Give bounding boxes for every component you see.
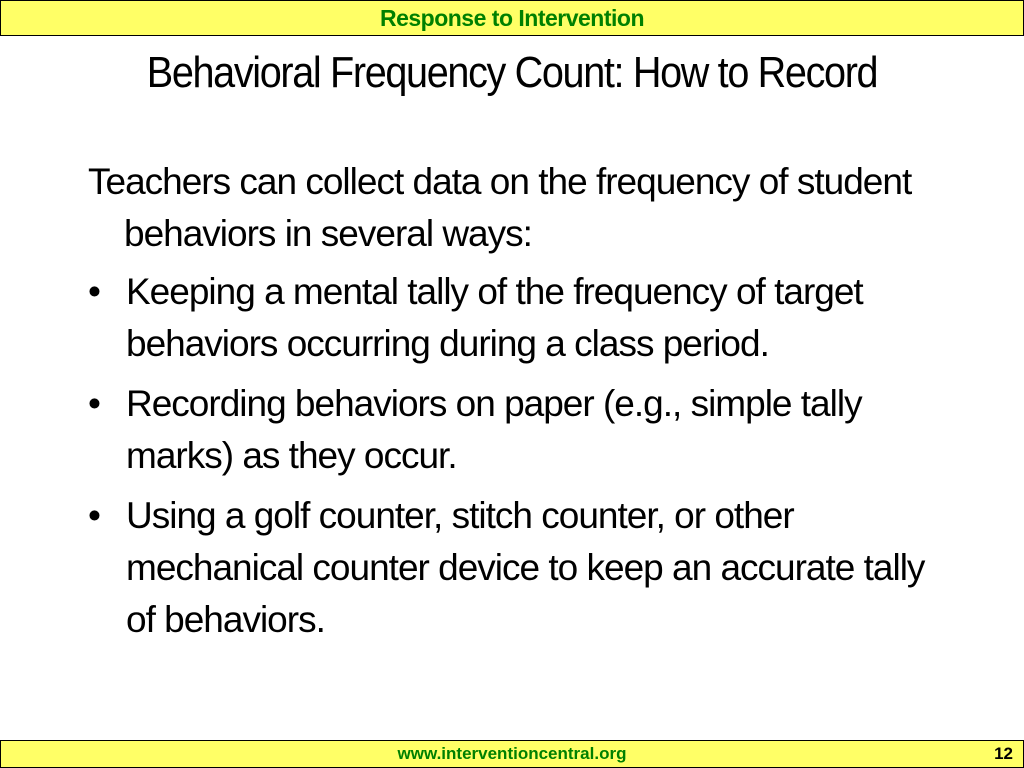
header-banner-text: Response to Intervention [379,4,645,31]
bullet-item [88,490,948,646]
bullet-text: Using a golf counter, stitch counter, or other mechanical counter device to keep an accurate tally of behaviors. [126,495,925,640]
footer-url-link[interactable]: www.interventioncentral.org [397,744,627,763]
bullet-list [88,266,948,646]
header-banner [0,0,1024,36]
footer-banner [0,740,1024,768]
bullet-text: Recording behaviors on paper (e.g., simple tally marks) as they occur. [126,383,862,476]
bullet-dot-icon: • [88,495,100,536]
bullet-text: Keeping a mental tally of the frequency of target behaviors occurring during a class period. [126,271,863,364]
bullet-item [88,266,948,370]
slide-title: Behavioral Frequency Count: How to Record [146,48,878,97]
intro-paragraph: Teachers can collect data on the frequency of student behaviors in several ways: [88,161,912,254]
page-number: 12 [994,744,1013,763]
bullet-dot-icon: • [88,271,100,312]
bullet-item [88,378,948,482]
slide-body [88,156,948,654]
bullet-dot-icon: • [88,383,100,424]
